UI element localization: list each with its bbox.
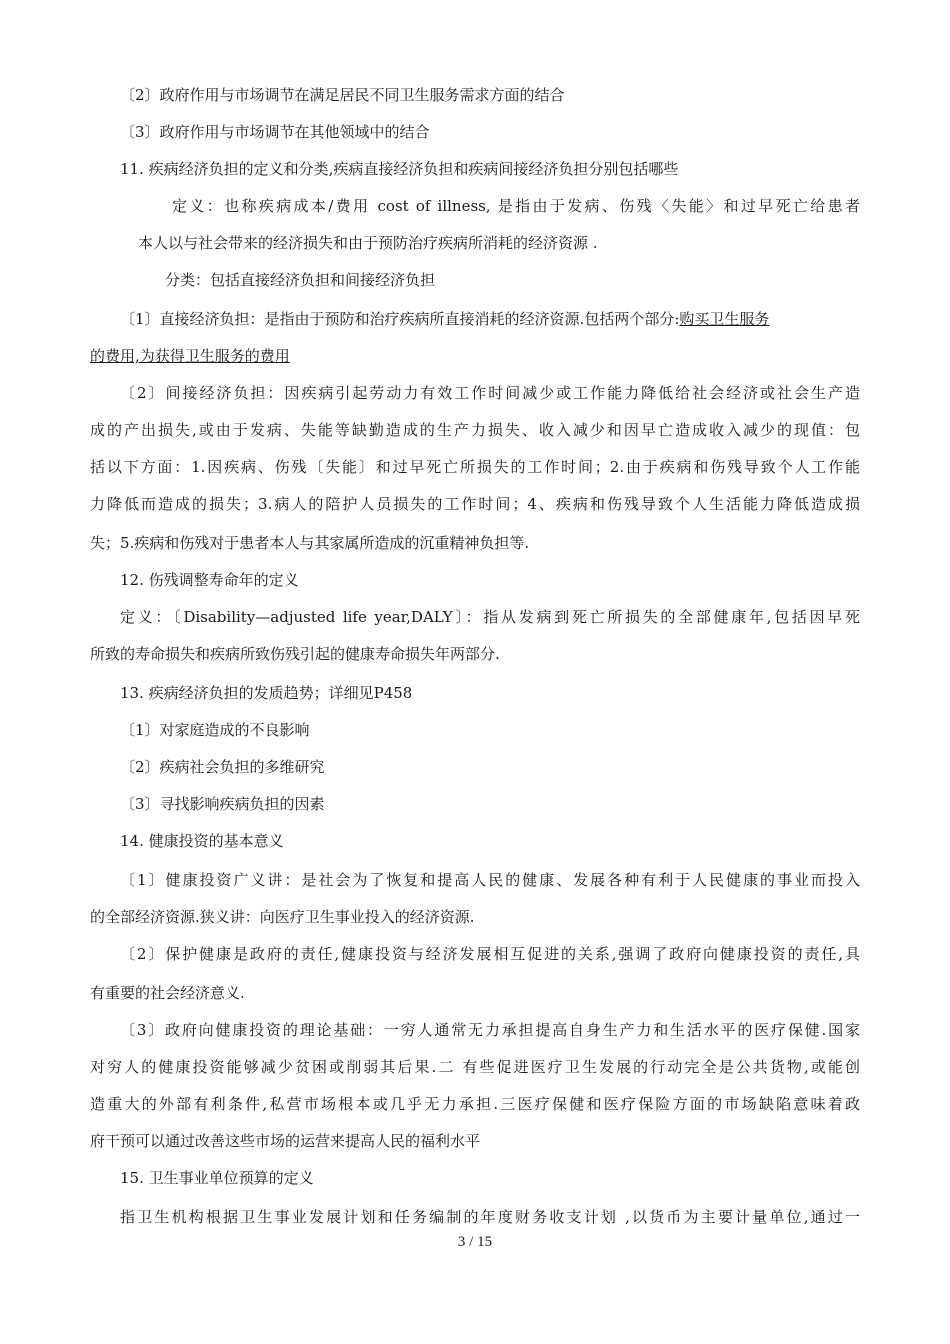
text-line: 分类：包括直接经济负担和间接经济负担 [165,271,436,289]
text-line: 〔3〕政府作用与市场调节在其他领域中的结合 [120,123,430,141]
section-heading: 14. 健康投资的基本意义 [120,832,284,850]
text-line: 〔2〕疾病社会负担的多维研究 [120,758,325,776]
text-line: 本人以与社会带来的经济损失和由于预防治疗疾病所消耗的经济资源 . [138,234,598,252]
text-line: 〔2〕间接经济负担：因疾病引起劳动力有效工作时间减少或工作能力降低给社会经济或社会生产造 [120,384,860,402]
text-line: 〔2〕政府作用与市场调节在满足居民不同卫生服务需求方面的结合 [120,86,565,104]
text-segment: 〔1〕直接经济负担：是指由于预防和治疗疾病所直接消耗的经济资源.包括两个部分: [120,310,680,328]
underlined-text: 购买卫生服务 [679,310,770,328]
text-line: 所致的寿命损失和疾病所致伤残引起的健康寿命损失年两部分. [90,645,500,663]
text-line: 定义：〔Disability—adjusted life year,DALY〕：指从发病到死亡所损失的全部健康年,包括因早死 [120,608,860,626]
text-line: 成的产出损失,或由于发病、失能等缺勤造成的生产力损失、收入减少和因早亡造成收入减少的现值：包 [90,421,860,439]
text-line: 〔1〕对家庭造成的不良影响 [120,721,310,739]
text-line: 〔3〕寻找影响疾病负担的因素 [120,795,325,813]
section-heading: 11. 疾病经济负担的定义和分类,疾病直接经济负担和疾病间接经济负担分别包括哪些 [120,160,679,178]
text-line: 〔3〕政府向健康投资的理论基础：一穷人通常无力承担提高自身生产力和生活水平的医疗保健.国家 [120,1021,860,1039]
page-number: 3 / 15 [457,1234,493,1250]
text-line: 〔2〕保护健康是政府的责任,健康投资与经济发展相互促进的关系,强调了政府向健康投资的责任,具 [120,945,860,963]
text-line: 造重大的外部有利条件,私营市场根本或几乎无力承担.三医疗保健和医疗保险方面的市场缺陷意味着政 [90,1095,860,1113]
text-line [120,309,860,329]
section-heading: 13. 疾病经济负担的发质趋势；详细见P458 [120,684,413,702]
text-line: 定义：也称疾病成本/费用 cost of illness, 是指由于发病、伤残〈失能〉和过早死亡给患者 [172,197,860,215]
text-line: 失；5.疾病和伤残对于患者本人与其家属所造成的沉重精神负担等. [90,534,530,552]
text-line: 府干预可以通过改善这些市场的运营来提高人民的福利水平 [90,1132,481,1150]
text-line: 〔1〕健康投资广义讲：是社会为了恢复和提高人民的健康、发展各种有利于人民健康的事业而投入 [120,871,860,889]
text-line: 的全部经济资源.狭义讲：向医疗卫生事业投入的经济资源. [90,908,475,926]
text-line: 指卫生机构根据卫生事业发展计划和任务编制的年度财务收支计划 ,以货币为主要计量单位,通过一 [120,1208,860,1226]
text-line: 括以下方面：1.因疾病、伤残〔失能〕和过早死亡所损失的工作时间；2.由于疾病和伤残导致个人工作能 [90,458,860,476]
section-heading: 15. 卫生事业单位预算的定义 [120,1169,314,1187]
underlined-text: 的费用,为获得卫生服务的费用 [90,347,290,365]
text-line: 有重要的社会经济意义. [90,984,245,1002]
text-line: 对穷人的健康投资能够减少贫困或削弱其后果.二 有些促进医疗卫生发展的行动完全是公共货物,或能创 [90,1058,860,1076]
text-line: 力降低而造成的损失；3.病人的陪护人员损失的工作时间；4、疾病和伤残导致个人生活能力降低造成损 [90,495,860,513]
section-heading: 12. 伤残调整寿命年的定义 [120,571,299,589]
